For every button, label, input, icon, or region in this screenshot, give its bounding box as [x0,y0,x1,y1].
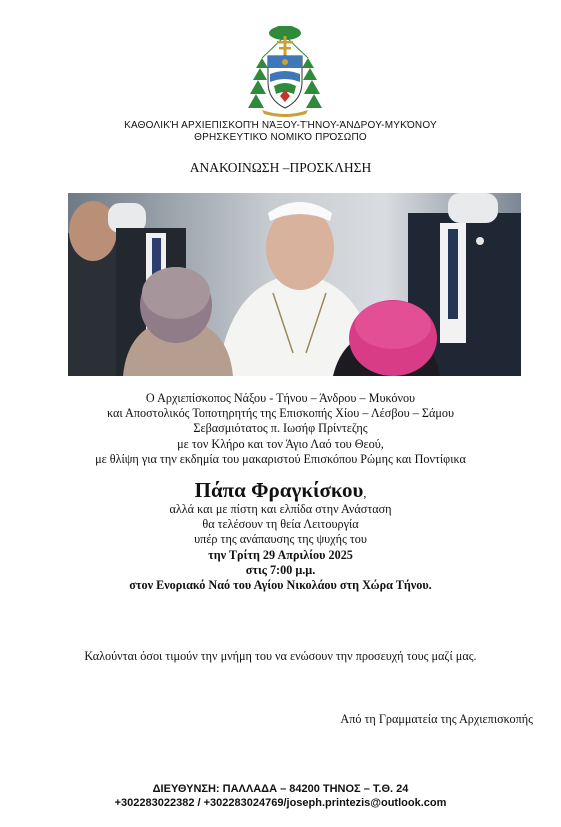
announcement-body-details [0,502,561,593]
event-time: στις 7:00 μ.μ. [245,562,316,577]
event-place: στον Ενοριακό Ναό του Αγίου Νικολάου στη Χώρα Τήνου. [129,578,432,593]
body-line-3: Σεβασμιότατος π. Ιωσήφ Πρίντεζης [193,421,368,436]
pope-name-heading [0,478,561,503]
org-name: ΚΑΘΟΛΙΚΉ ΑΡΧΙΕΠΙΣΚΟΠΉ ΝΆΞΟΥ-ΤΉΝΟΥ-ΆΝΔΡΟΥ-ΜΥΚΌΝΟΥ [124,120,437,131]
invitation-text: Καλούνται όσοι τιμούν την μνήμη του να ενώσουν την προσευχή τους μαζί μας. [84,649,477,663]
org-legal-status: ΘΡΗΣΚΕΥΤΙΚΌ ΝΟΜΙΚΌ ΠΡΌΣΩΠΟ [194,132,367,143]
pope-name-comma: , [363,486,367,500]
body-line-2: και Αποστολικός Τοποτηρητής της Επισκοπής Χίου – Λέσβου – Σάμου [106,406,455,421]
body-line-6: αλλά και με πίστη και ελπίδα στην Ανάσταση [169,502,392,516]
body-line-4: με τον Κλήρο και τον Άγιο Λαό του Θεού, [177,436,384,451]
footer-address: ΔΙΕΥΘΥΝΣΗ: ΠΑΛΛΑΔΑ – 84200 ΤΗΝΟΣ – Τ.Θ. 24 [152,783,409,795]
footer-contacts: +302283022382 / +302283024769/joseph.printezis@outlook.com [114,797,447,809]
pope-name: Πάπα Φραγκίσκου [194,478,364,502]
body-line-1: Ο Αρχιεπίσκοπος Νάξου - Τήνου – Άνδρου – Μυκόνου [145,391,416,405]
event-date: την Τρίτη 29 Απριλίου 2025 [208,547,353,562]
announcement-body-intro [0,391,561,467]
archdiocese-crest [248,24,322,118]
announcement-title: ΑΝΑΚΟΙΝΩΣΗ –ΠΡΟΣΚΛΗΣΗ [189,160,372,175]
body-line-8: υπέρ της ανάπαυσης της ψυχής του [194,532,367,547]
body-line-7: θα τελέσουν τη θεία Λειτουργία [202,517,359,532]
body-line-5: με θλίψη για την εκδημία του μακαριστού Επισκόπου Ρώμης και Ποντίφικα [95,451,466,466]
signature: Από τη Γραμματεία της Αρχιεπισκοπής [340,712,533,726]
photo-pope-with-faithful [68,193,521,376]
